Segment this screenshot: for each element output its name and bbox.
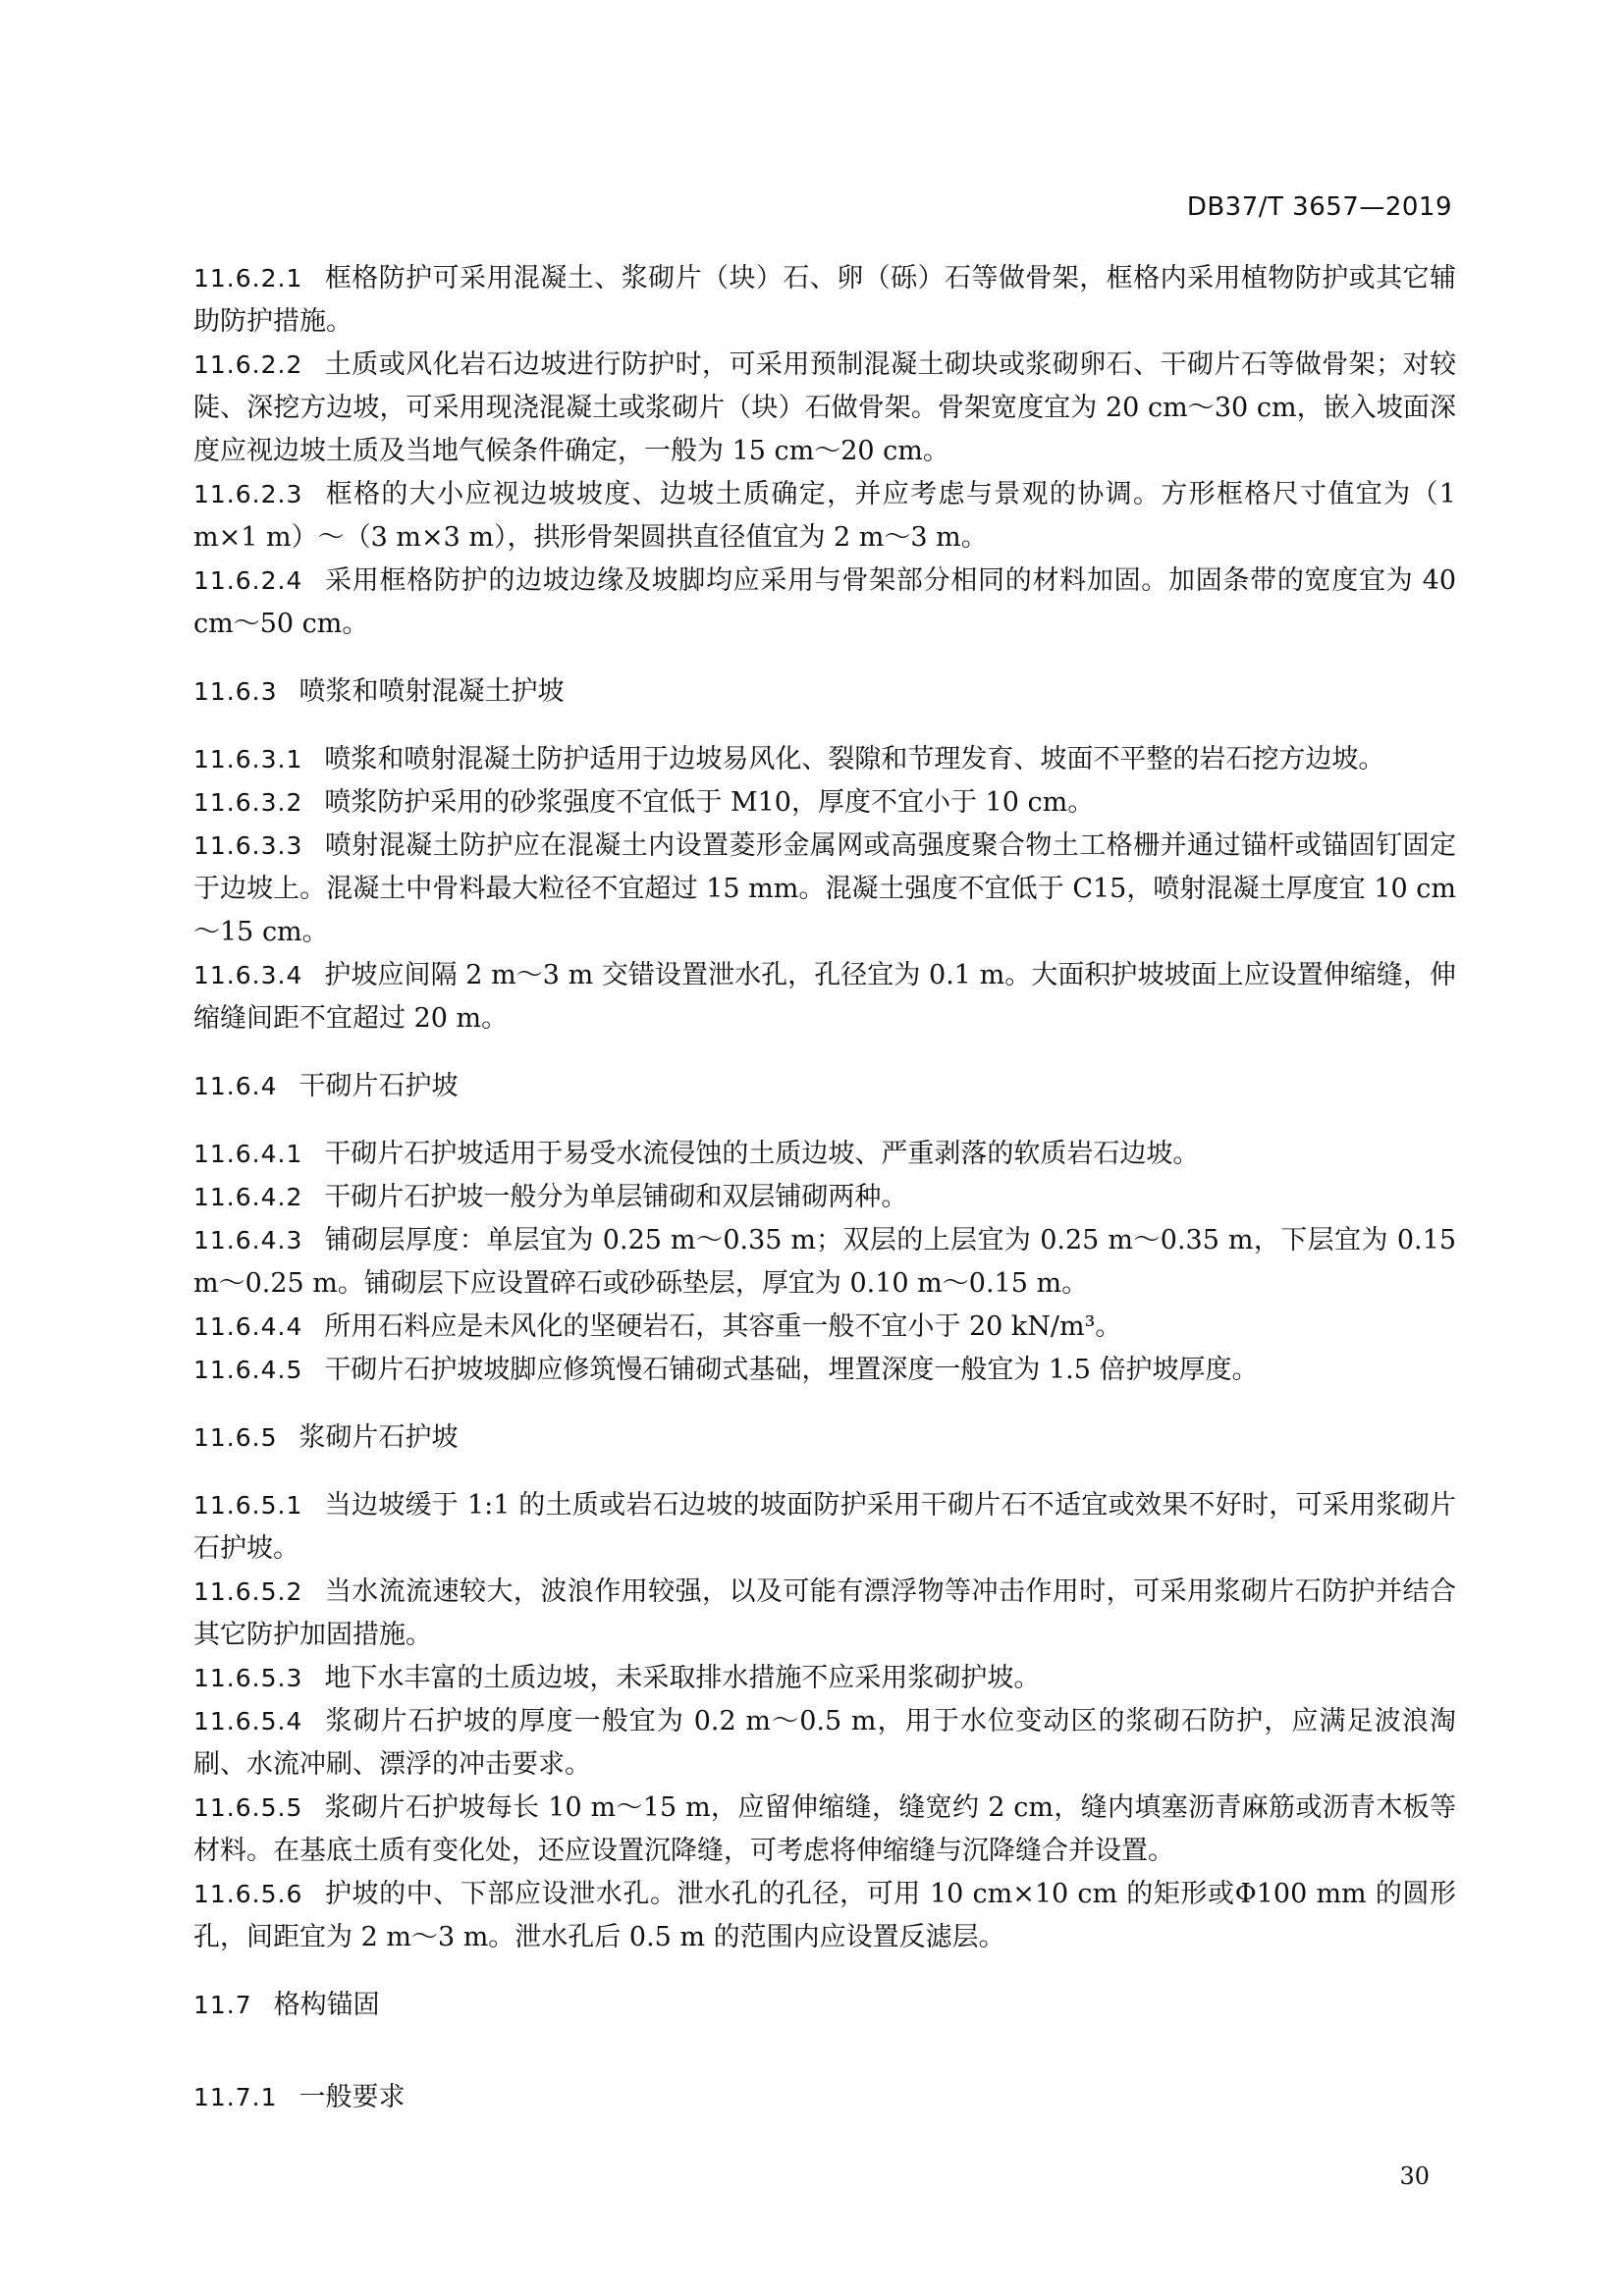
section-number: 11.7.1	[193, 2083, 278, 2111]
clause-text: 浆砌片石护坡每长 10 m～15 m，应留伸缩缝，缝宽约 2 cm，缝内填塞沥青麻筋或沥青木板等材料。在基底土质有变化处，还应设置沉降缝，可考虑将伸缩缝与沉降缝合并设置。	[193, 1792, 1456, 1866]
clause-text: 框格的大小应视边坡坡度、边坡土质确定，并应考虑与景观的协调。方形框格尺寸值宜为（1 m×1 m）～（3 m×3 m），拱形骨架圆拱直径值宜为 2 m～3 m。	[193, 479, 1456, 553]
clause-number: 11.6.5.6	[193, 1880, 303, 1908]
clause-number: 11.6.5.1	[193, 1491, 303, 1520]
clause-number: 11.6.2.2	[193, 350, 303, 379]
clause-number: 11.6.3.4	[193, 961, 303, 989]
clause-text: 所用石料应是未风化的坚硬岩石，其容重一般不宜小于 20 kN/m³。	[324, 1311, 1122, 1342]
section-title: 喷浆和喷射混凝土护坡	[298, 676, 565, 707]
clause-paragraph	[193, 1484, 1456, 1571]
clause-number: 11.6.5.2	[193, 1577, 303, 1606]
clause-paragraph	[193, 1787, 1456, 1873]
clause-paragraph	[193, 1349, 1456, 1392]
section-number: 11.6.4	[193, 1072, 278, 1100]
clause-paragraph	[193, 1700, 1456, 1787]
section-heading	[193, 1416, 1456, 1460]
clause-text: 护坡应间隔 2 m～3 m 交错设置泄水孔，孔径宜为 0.1 m。大面积护坡坡面上应设置伸缩缝，伸缩缝间距不宜超过 20 m。	[193, 960, 1456, 1034]
clause-number: 11.6.2.3	[193, 480, 303, 508]
clause-paragraph	[193, 1657, 1456, 1700]
clause-paragraph	[193, 473, 1456, 560]
clause-paragraph	[193, 1571, 1456, 1657]
clause-paragraph	[193, 738, 1456, 781]
clause-text: 铺砌层厚度：单层宜为 0.25 m～0.35 m；双层的上层宜为 0.25 m～0.35 m，下层宜为 0.15 m～0.25 m。铺砌层下应设置碎石或砂砾垫层，厚宜为 0.10 m～0.15 m。	[193, 1225, 1456, 1299]
document-body	[193, 257, 1456, 2144]
clause-number: 11.6.4.2	[193, 1183, 303, 1211]
clause-paragraph	[193, 781, 1456, 825]
clause-text: 地下水丰富的土质边坡，未采取排水措施不应采用浆砌护坡。	[324, 1663, 1041, 1693]
clause-text: 当边坡缓于 1:1 的土质或岩石边坡的坡面防护采用干砌片石不适宜或效果不好时，可采用浆砌片石护坡。	[193, 1490, 1456, 1564]
clause-text: 土质或风化岩石边坡进行防护时，可采用预制混凝土砌块或浆砌卵石、干砌片石等做骨架；对较陡、深挖方边坡，可采用现浇混凝土或浆砌片（块）石做骨架。骨架宽度宜为 20 cm～30 cm，嵌入坡面深度应视边坡土质及当地气候条件确定，一般为 15 cm～20 cm。	[193, 349, 1456, 466]
section-heading	[193, 2076, 1456, 2119]
page-number: 30	[1399, 2163, 1430, 2190]
section-number: 11.7	[193, 1991, 252, 2019]
clause-number: 11.6.5.4	[193, 1707, 303, 1735]
clause-paragraph	[193, 257, 1456, 344]
clause-number: 11.6.5.5	[193, 1793, 303, 1822]
clause-number: 11.6.4.3	[193, 1226, 303, 1255]
clause-number: 11.6.5.3	[193, 1664, 303, 1692]
clause-paragraph	[193, 825, 1456, 954]
clause-number: 11.6.3.3	[193, 831, 303, 860]
section-number: 11.6.5	[193, 1423, 278, 1452]
section-heading	[193, 670, 1456, 714]
clause-paragraph	[193, 560, 1456, 646]
clause-paragraph	[193, 1133, 1456, 1176]
clause-paragraph	[193, 1873, 1456, 1959]
section-heading	[193, 1984, 1456, 2027]
clause-text: 喷浆和喷射混凝土防护适用于边坡易风化、裂隙和节理发育、坡面不平整的岩石挖方边坡。	[324, 744, 1385, 774]
clause-paragraph	[193, 344, 1456, 473]
clause-paragraph	[193, 1176, 1456, 1219]
section-number: 11.6.3	[193, 677, 278, 706]
clause-number: 11.6.3.2	[193, 788, 303, 817]
clause-paragraph	[193, 1306, 1456, 1349]
clause-paragraph	[193, 1219, 1456, 1306]
clause-number: 11.6.2.1	[193, 264, 303, 293]
clause-text: 干砌片石护坡适用于易受水流侵蚀的土质边坡、严重剥落的软质岩石边坡。	[324, 1139, 1200, 1169]
clause-text: 护坡的中、下部应设泄水孔。泄水孔的孔径，可用 10 cm×10 cm 的矩形或Φ100 mm 的圆形孔，间距宜为 2 m～3 m。泄水孔后 0.5 m 的范围内应设置反滤层。	[193, 1879, 1456, 1952]
section-title: 一般要求	[298, 2082, 406, 2112]
clause-text: 喷浆防护采用的砂浆强度不宜低于 M10，厚度不宜小于 10 cm。	[324, 787, 1095, 818]
clause-paragraph	[193, 954, 1456, 1041]
section-title: 格构锚固	[273, 1990, 380, 2020]
clause-text: 采用框格防护的边坡边缘及坡脚均应采用与骨架部分相同的材料加固。加固条带的宽度宜为 40 cm～50 cm。	[193, 565, 1456, 639]
clause-text: 干砌片石护坡坡脚应修筑慢石铺砌式基础，埋置深度一般宜为 1.5 倍护坡厚度。	[324, 1355, 1259, 1385]
clause-text: 当水流流速较大，波浪作用较强，以及可能有漂浮物等冲击作用时，可采用浆砌片石防护并结合其它防护加固措施。	[193, 1576, 1456, 1650]
clause-text: 框格防护可采用混凝土、浆砌片（块）石、卵（砾）石等做骨架，框格内采用植物防护或其它辅助防护措施。	[193, 263, 1456, 337]
section-title: 干砌片石护坡	[298, 1071, 459, 1101]
clause-number: 11.6.4.1	[193, 1140, 303, 1168]
clause-number: 11.6.3.1	[193, 745, 303, 774]
clause-number: 11.6.2.4	[193, 566, 303, 595]
section-title: 浆砌片石护坡	[298, 1422, 459, 1453]
document-code-header: DB37/T 3657—2019	[1186, 192, 1452, 222]
section-heading	[193, 1065, 1456, 1108]
clause-text: 喷射混凝土防护应在混凝土内设置菱形金属网或高强度聚合物土工格栅并通过锚杆或锚固钉固定于边坡上。混凝土中骨料最大粒径不宜超过 15 mm。混凝土强度不宜低于 C15，喷射混凝土厚度宜 10 cm～15 cm。	[193, 830, 1456, 947]
clause-text: 干砌片石护坡一般分为单层铺砌和双层铺砌两种。	[324, 1182, 908, 1212]
clause-number: 11.6.4.5	[193, 1356, 303, 1384]
clause-number: 11.6.4.4	[193, 1312, 303, 1341]
clause-text: 浆砌片石护坡的厚度一般宜为 0.2 m～0.5 m，用于水位变动区的浆砌石防护，应满足波浪淘刷、水流冲刷、漂浮的冲击要求。	[193, 1706, 1456, 1780]
